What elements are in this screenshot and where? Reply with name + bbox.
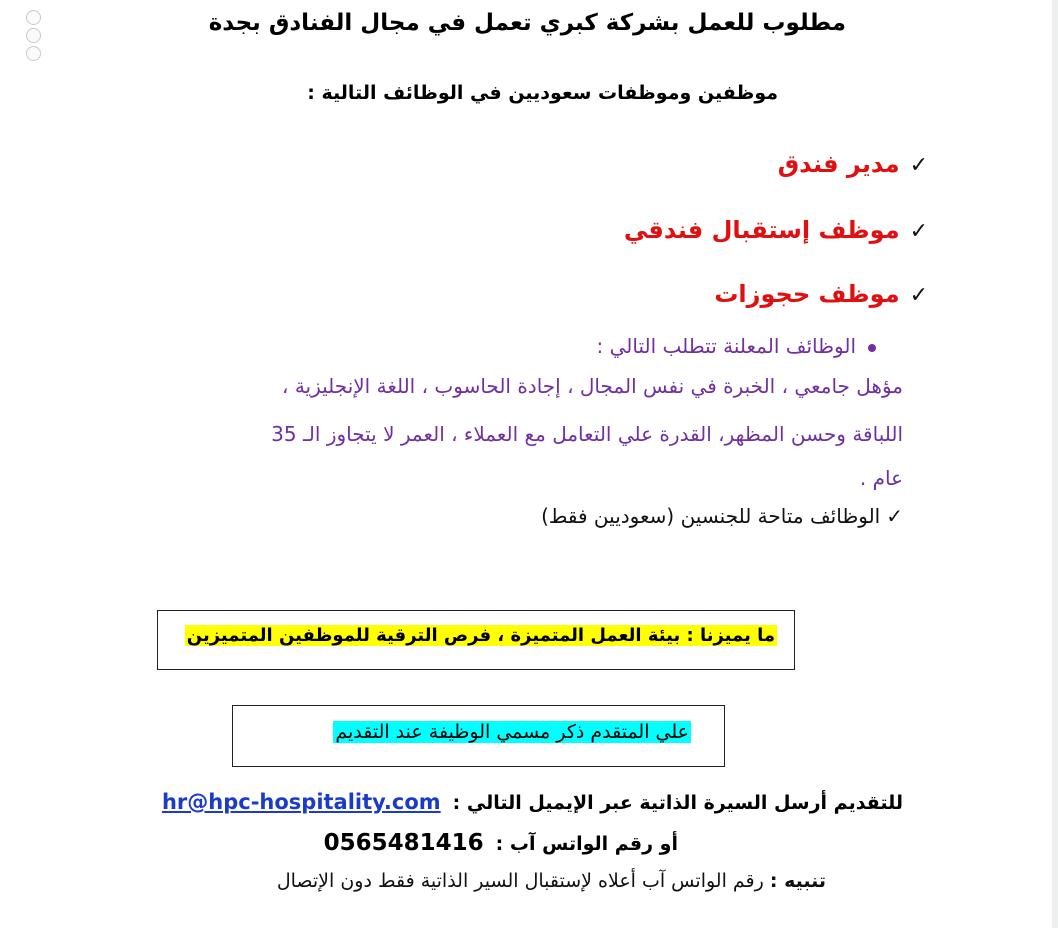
job-label: موظف إستقبال فندقي — [623, 216, 900, 244]
warning-label: تنبيه : — [769, 870, 826, 892]
checkmark-icon: ✓ — [886, 504, 903, 528]
job-item-receptionist — [624, 216, 928, 244]
whatsapp-number[interactable]: 0565481416 — [323, 830, 484, 856]
page-subtitle: موظفين وموظفات سعوديين في الوظائف التالية : — [307, 82, 778, 104]
checkmark-icon: ✓ — [909, 283, 928, 308]
job-label: مدير فندق — [777, 150, 900, 178]
apply-instructions: للتقديم أرسل السيرة الذاتية عبر الإيميل التالي :hr@hpc-hospitality.com — [161, 790, 903, 814]
requirements-heading: الوظائف المعلنة تتطلب التالي : — [597, 334, 876, 358]
features-text: ما يميزنا : بيئة العمل المتميزة ، فرص الترقية للموظفين المتميزين — [186, 625, 775, 646]
bullet-icon — [868, 344, 876, 352]
features-box — [157, 610, 795, 670]
job-item-hotel-manager — [778, 150, 928, 178]
page-edge — [1052, 0, 1058, 928]
window-menu-icon[interactable] — [26, 10, 42, 64]
applicant-notice-box — [232, 705, 725, 767]
email-link[interactable]: hr@hpc-hospitality.com — [161, 790, 441, 814]
job-label: موظف حجوزات — [714, 280, 900, 308]
job-item-reservations — [714, 280, 928, 308]
warning-note: تنبيه : رقم الواتس آب أعلاه لإستقبال السير الذاتية فقط دون الإتصال — [276, 870, 826, 892]
whatsapp-line: أو رقم الواتس آب :0565481416 — [323, 830, 678, 856]
availability-note: ✓الوظائف متاحة للجنسين (سعوديين فقط) — [541, 504, 903, 528]
requirements-line: عام . — [859, 466, 903, 490]
requirements-line: اللباقة وحسن المظهر، القدرة علي التعامل مع العملاء ، العمر لا يتجاوز الـ 35 — [271, 422, 903, 446]
checkmark-icon: ✓ — [909, 219, 928, 244]
requirements-line: مؤهل جامعي ، الخبرة في نفس المجال ، إجادة الحاسوب ، اللغة الإنجليزية ، — [282, 374, 903, 398]
applicant-notice-text: علي المتقدم ذكر مسمي الوظيفة عند التقديم — [335, 721, 689, 743]
page-title: مطلوب للعمل بشركة كبري تعمل في مجال الفنادق بجدة — [208, 10, 846, 36]
checkmark-icon: ✓ — [909, 153, 928, 178]
